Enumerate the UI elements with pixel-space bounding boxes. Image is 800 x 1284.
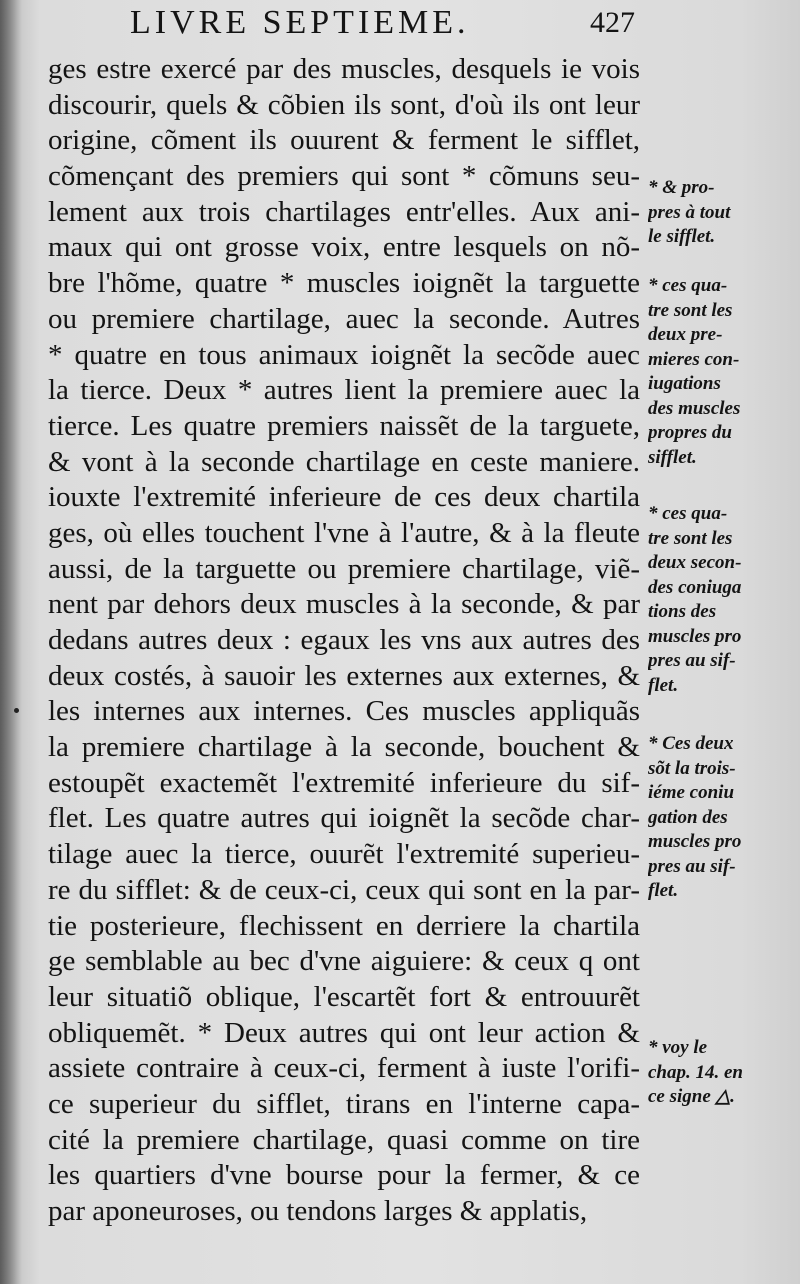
text-line: discourir, quels & cõbien ils sont, d'où ils ont leur (48, 88, 640, 121)
text-line: re du sifflet: & de ceux-ci, ceux qui sont en la par- (48, 873, 640, 906)
margin-note-line: muscles pro (648, 625, 742, 647)
margin-note-line: * & pro- (648, 177, 715, 198)
margin-note-line: sifflet. (648, 446, 697, 468)
margin-note-line: muscles pro (648, 831, 742, 852)
text-line: ges estre exercé par des muscles, desquels ie vois (48, 53, 640, 85)
text-line: assiete contraire à ceux-ci, ferment à iuste l'orifi- (48, 1052, 640, 1085)
text-line: & vont à la seconde chartilage en ceste maniere. (48, 445, 640, 478)
text-line: les internes aux internes. Ces muscles appliquãs (48, 695, 640, 728)
margin-note (648, 732, 798, 904)
text-line: cõmençant des premiers qui sont * cõmuns seu- (48, 160, 640, 193)
margin-note-line: tre sont les (648, 527, 733, 549)
text-line: lement aux trois chartilages entr'elles. Aux ani- (48, 195, 640, 228)
margin-note (648, 176, 798, 250)
text-line: maux qui ont grosse voix, entre lesquels on nõ- (48, 231, 640, 264)
ink-speck (14, 708, 19, 713)
margin-note-line: ce signe △. (648, 1086, 735, 1107)
margin-note (648, 502, 798, 698)
margin-note-line: iéme coniu (648, 782, 735, 803)
text-line: leur situatiõ oblique, l'escartẽt fort & entrouurẽt (48, 980, 640, 1013)
margin-note-line: deux pre- (648, 324, 723, 345)
margin-note-line: deux secon- (648, 552, 742, 573)
margin-note-line: chap. 14. en (648, 1061, 743, 1083)
text-line: iouxte l'extremité inferieure de ces deux chartila (48, 481, 640, 514)
margin-note-line: tions des (648, 601, 717, 622)
text-line: la premiere chartilage à la seconde, bouchent & (48, 731, 640, 764)
main-text-block (48, 52, 640, 1230)
text-line: tierce. Les quatre premiers naissẽt de la targuete, (48, 409, 640, 442)
margin-note-line: flet. (648, 674, 679, 696)
text-line: deux costés, à sauoir les externes aux externes, & (48, 659, 640, 692)
margin-note-line: pres au sif- (648, 650, 736, 671)
margin-note-line: flet. (648, 880, 679, 901)
text-line: bre l'hõme, quatre * muscles ioignẽt la targuette (48, 267, 640, 300)
text-line: les quartiers d'vne bourse pour la fermer, & ce (48, 1159, 640, 1192)
margin-note-line: * ces qua- (648, 503, 728, 524)
text-line: ce superieur du sifflet, tirans en l'interne capa- (48, 1087, 640, 1120)
text-line: aussi, de la targuette ou premiere chartilage, viẽ- (48, 552, 640, 585)
margin-note-line: * ces qua- (648, 275, 728, 296)
text-line: tie posterieure, flechissent en derriere la chartila (48, 909, 640, 942)
margin-note-line: gation des (648, 806, 728, 828)
margin-note-line: * voy le (648, 1037, 708, 1058)
text-line: obliquemẽt. * Deux autres qui ont leur action & (48, 1016, 640, 1049)
text-line: nent par dehors deux muscles à la seconde, & par (48, 588, 640, 621)
text-line: origine, cõment ils ouurent & ferment le sifflet, (48, 124, 640, 157)
text-line: ge semblable au bec d'vne aiguiere: & ceux q ont (48, 945, 640, 978)
text-line: la tierce. Deux * autres lient la premiere auec la (48, 374, 640, 407)
margin-note-line: iugations (648, 373, 721, 394)
margin-note-line: tre sont les (648, 299, 733, 321)
text-line: cité la premiere chartilage, quasi comme on tire (48, 1123, 640, 1156)
text-line: par aponeuroses, ou tendons larges & applatis, (48, 1195, 588, 1227)
text-line: tilage auec la tierce, ouurẽt l'extremité superieu- (48, 838, 640, 871)
margin-note (648, 1036, 798, 1110)
margin-note-line: le sifflet. (648, 226, 716, 247)
margin-note-line: des muscles (648, 397, 741, 419)
margin-note-line: sõt la trois- (648, 757, 736, 779)
margin-note-line: pres au sif- (648, 855, 736, 877)
page-gutter-shadow (0, 0, 22, 1284)
text-line: ges, où elles touchent l'vne à l'autre, & à la fleute (48, 516, 640, 549)
margin-note-line: * Ces deux (648, 733, 734, 754)
text-line: dedans autres deux : egaux les vns aux autres des (48, 624, 640, 656)
margin-note-line: mieres con- (648, 348, 740, 370)
running-head: LIVRE SEPTIEME. (130, 4, 470, 41)
text-line: * quatre en tous animaux ioignẽt la secõde auec (48, 338, 640, 371)
margin-note-line: propres du (648, 422, 732, 443)
page-number: 427 (590, 6, 635, 39)
margin-note-line: pres à tout (648, 201, 731, 223)
text-line: flet. Les quatre autres qui ioignẽt la secõde char- (48, 802, 640, 835)
margin-note-line: des coniuga (648, 576, 742, 598)
text-line: estoupẽt exactemẽt l'extremité inferieure du sif- (48, 766, 640, 799)
margin-note (648, 274, 798, 470)
text-line: ou premiere chartilage, auec la seconde. Autres (48, 302, 640, 335)
